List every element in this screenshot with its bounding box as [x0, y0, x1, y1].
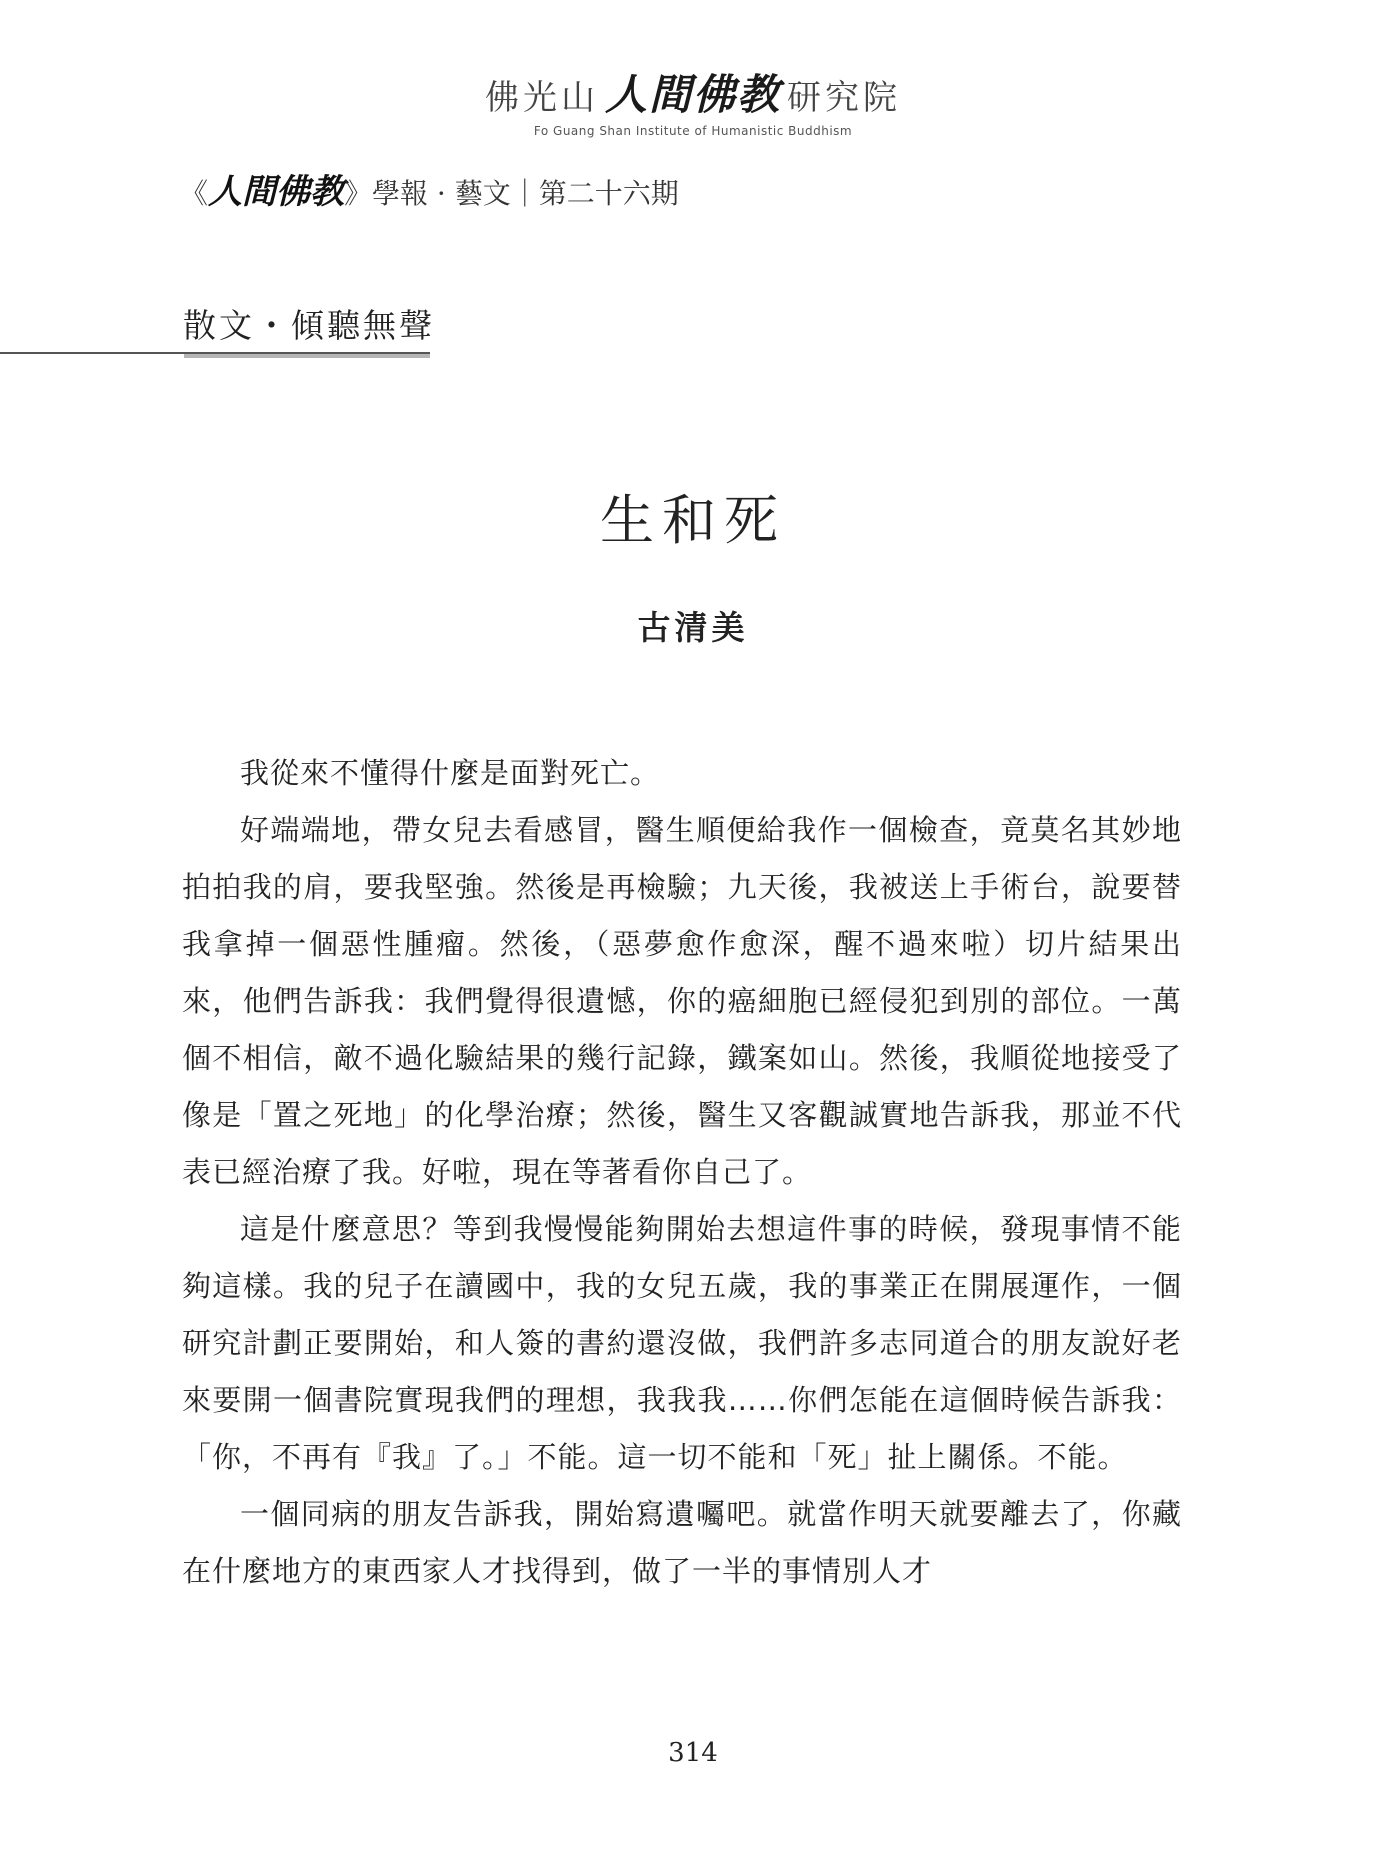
journal-name-calligraphy: 人間佛教: [208, 172, 345, 212]
article-author: 古清美: [637, 608, 749, 647]
body-paragraph: 一個同病的朋友告訴我，開始寫遺囑吧。就當作明天就要離去了，你藏在什麼地方的東西家人才找得到，做了一半的事情別人才: [182, 1497, 1182, 1588]
institute-english-name: Fo Guang Shan Institute of Humanistic Buddhism: [533, 124, 853, 138]
journal-issue-info: 學報 · 藝文｜第二十六期: [372, 177, 679, 210]
journal-close-quote: 》: [344, 177, 373, 210]
brand-name-calligraphy: 人間佛教: [604, 70, 781, 119]
section-label: 散文・傾聽無聲: [183, 306, 435, 345]
journal-open-quote: 《: [180, 177, 209, 210]
section-divider-shadow: [184, 354, 430, 358]
body-paragraph: 這是什麼意思？等到我慢慢能夠開始去想這件事的時候，發現事情不能夠這樣。我的兒子在讀國中，我的女兒五歲，我的事業正在開展運作，一個研究計劃正要開始，和人簽的書約還沒做，我們許多志同道合的朋友說好老來要開一個書院實現我們的理想，我我我……你們怎能在這個時候告訴我：「你，不再有『我』了。」不能。這一切不能和「死」扯上關係。不能。: [182, 1212, 1182, 1474]
journal-running-head: [180, 164, 679, 213]
body-paragraph: 好端端地，帶女兒去看感冒，醫生順便給我作一個檢查，竟莫名其妙地拍拍我的肩，要我堅強。然後是再檢驗；九天後，我被送上手術台，說要替我拿掉一個惡性腫瘤。然後，（惡夢愈作愈深，醒不過來啦）切片結果出來，他們告訴我：我們覺得很遺憾，你的癌細胞已經侵犯到別的部位。一萬個不相信，敵不過化驗結果的幾行記錄，鐵案如山。然後，我順從地接受了像是「置之死地」的化學治療；然後，醫生又客觀誠實地告訴我，那並不代表已經治療了我。好啦，現在等著看你自己了。: [182, 813, 1182, 1189]
brand-suffix: 研究院: [787, 78, 901, 118]
page-number: 314: [668, 1738, 718, 1768]
article-title: 生和死: [600, 489, 786, 552]
body-paragraph: 我從來不懂得什麼是面對死亡。: [240, 756, 661, 790]
brand-prefix: 佛光山: [484, 78, 599, 118]
article-body: [182, 745, 1182, 1600]
institute-name: [0, 62, 1386, 122]
institute-header: [0, 62, 1386, 138]
